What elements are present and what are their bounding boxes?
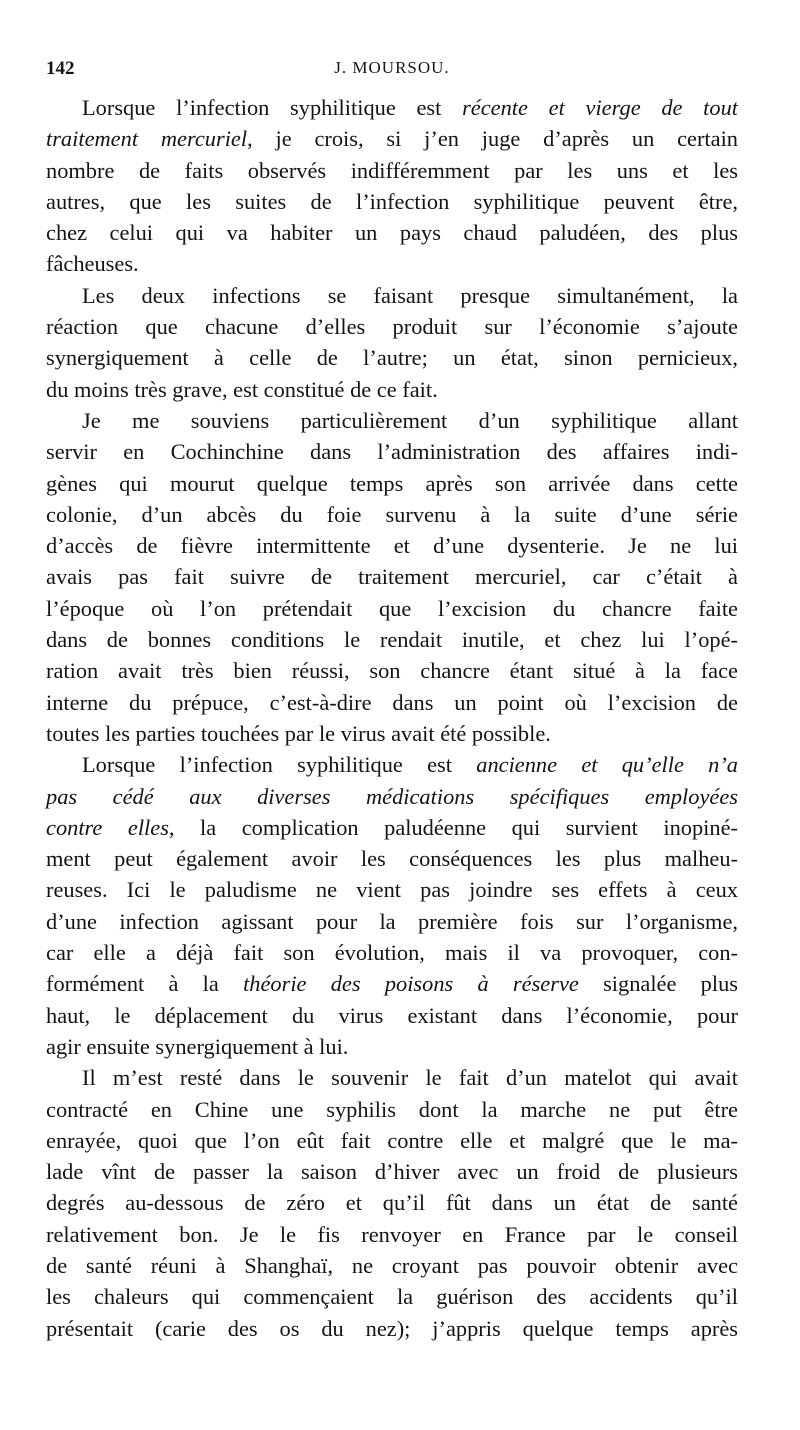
- text-line: [46, 812, 738, 843]
- text-line: [46, 468, 738, 499]
- text-line: [46, 1187, 738, 1218]
- text-run: ment peut également avoir les conséquences les plus malheu-: [46, 846, 738, 872]
- italic-text: théorie des poisons à réserve: [243, 971, 579, 997]
- text-run: l’époque où l’on prétendait que l’excision du chancre faite: [46, 595, 738, 621]
- italic-text: contre elles: [46, 814, 169, 840]
- text-line: [46, 248, 738, 279]
- text-run: d’accès de fièvre intermittente et d’une dysenterie. Je ne lui: [46, 533, 738, 559]
- text-line: [46, 968, 738, 999]
- text-line: [46, 1094, 738, 1125]
- text-run: signalée plus: [578, 971, 738, 997]
- text-run: relativement bon. Je le fis renvoyer en France par le conseil: [46, 1221, 738, 1247]
- text-run: formément à la: [46, 971, 244, 997]
- text-run: du moins très grave, est constitué de ce fait.: [46, 376, 438, 402]
- text-line: [46, 186, 738, 217]
- text-run: gènes qui mourut quelque temps après son arrivée dans cette: [46, 470, 738, 496]
- text-line: [46, 405, 738, 436]
- running-head: J. MOURSOU.: [334, 58, 450, 77]
- text-run: , je crois, si j’en juge d’après un certain: [247, 126, 738, 152]
- text-run: , la complication paludéenne qui survient inopiné-: [168, 814, 738, 840]
- text-line: [46, 123, 738, 154]
- text-line: [46, 624, 738, 655]
- text-line: [46, 499, 738, 530]
- text-run: toutes les parties touchées par le virus avait été possible.: [46, 720, 551, 746]
- text-run: synergiquement à celle de l’autre; un état, sinon pernicieux,: [46, 345, 738, 371]
- body-text: [46, 92, 738, 1344]
- text-run: Il m’est resté dans le souvenir le fait d’un matelot qui avait: [82, 1065, 738, 1091]
- text-line: [46, 311, 738, 342]
- text-run: réaction que chacune d’elles produit sur l’économie s’ajoute: [46, 314, 738, 340]
- text-run: haut, le déplacement du virus existant dans l’économie, pour: [46, 1002, 738, 1028]
- text-run: lade vînt de passer la saison d’hiver avec un froid de plusieurs: [46, 1159, 738, 1185]
- italic-text: pas cédé aux diverses médications spécifiques employées: [46, 783, 738, 809]
- italic-text: ancienne et qu’elle n’a: [476, 752, 738, 778]
- text-run: interne du prépuce, c’est-à-dire dans un point où l’excision de: [46, 689, 738, 715]
- text-line: [46, 1062, 738, 1093]
- text-run: avais pas fait suivre de traitement mercuriel, car c’était à: [46, 564, 738, 590]
- text-run: agir ensuite synergiquement à lui.: [46, 1033, 349, 1059]
- text-run: présentait (carie des os du nez); j’appris quelque temps après: [46, 1315, 738, 1341]
- text-line: [46, 593, 738, 624]
- text-run: servir en Cochinchine dans l’administration des affaires indi-: [46, 439, 738, 465]
- text-line: [46, 874, 738, 905]
- text-line: [46, 937, 738, 968]
- text-run: d’une infection agissant pour la première fois sur l’organisme,: [46, 908, 738, 934]
- text-line: [46, 1313, 738, 1344]
- text-run: nombre de faits observés indifféremment par les uns et les: [46, 157, 738, 183]
- text-line: [46, 1156, 738, 1187]
- text-run: degrés au-dessous de zéro et qu’il fût dans un état de santé: [46, 1190, 738, 1216]
- text-line: [46, 1219, 738, 1250]
- text-line: [46, 1000, 738, 1031]
- text-run: enrayée, quoi que l’on eût fait contre elle et malgré que le ma-: [46, 1127, 738, 1153]
- text-line: [46, 436, 738, 467]
- text-line: [46, 280, 738, 311]
- text-line: [46, 843, 738, 874]
- text-run: reuses. Ici le paludisme ne vient pas joindre ses effets à ceux: [46, 877, 738, 903]
- text-line: [46, 749, 738, 780]
- text-line: [46, 217, 738, 248]
- text-line: [46, 718, 738, 749]
- text-line: [46, 92, 738, 123]
- text-run: autres, que les suites de l’infection syphilitique peuvent être,: [46, 188, 738, 214]
- text-line: [46, 374, 738, 405]
- text-line: [46, 655, 738, 686]
- text-line: [46, 1125, 738, 1156]
- text-run: ration avait très bien réussi, son chancre étant situé à la face: [46, 658, 738, 684]
- text-run: fâcheuses.: [46, 251, 139, 277]
- text-line: [46, 530, 738, 561]
- text-line: [46, 561, 738, 592]
- text-run: contracté en Chine une syphilis dont la marche ne put être: [46, 1096, 738, 1122]
- italic-text: récente et vierge de tout: [462, 95, 739, 120]
- text-run: colonie, d’un abcès du foie survenu à la suite d’une série: [46, 501, 738, 527]
- text-line: [46, 906, 738, 937]
- text-run: Les deux infections se faisant presque simultanément, la: [82, 282, 738, 308]
- text-run: dans de bonnes conditions le rendait inutile, et chez lui l’opé-: [46, 627, 738, 653]
- page-number: 142: [46, 58, 75, 79]
- text-run: de santé réuni à Shanghaï, ne croyant pas pouvoir obtenir avec: [46, 1252, 738, 1278]
- text-line: [46, 342, 738, 373]
- text-run: car elle a déjà fait son évolution, mais il va provoquer, con-: [46, 940, 738, 966]
- text-line: [46, 1250, 738, 1281]
- text-line: [46, 1281, 738, 1312]
- italic-text: traitement mercuriel: [46, 126, 248, 152]
- text-run: Lorsque l’infection syphilitique est: [82, 95, 463, 120]
- text-run: chez celui qui va habiter un pays chaud paludéen, des plus: [46, 220, 738, 246]
- text-line: [46, 1031, 738, 1062]
- page-header: [46, 58, 738, 90]
- text-line: [46, 781, 738, 812]
- text-line: [46, 155, 738, 186]
- text-run: Lorsque l’infection syphilitique est: [82, 752, 477, 778]
- text-run: les chaleurs qui commençaient la guérison des accidents qu’il: [46, 1284, 738, 1310]
- text-run: Je me souviens particulièrement d’un syphilitique allant: [82, 407, 738, 433]
- text-line: [46, 687, 738, 718]
